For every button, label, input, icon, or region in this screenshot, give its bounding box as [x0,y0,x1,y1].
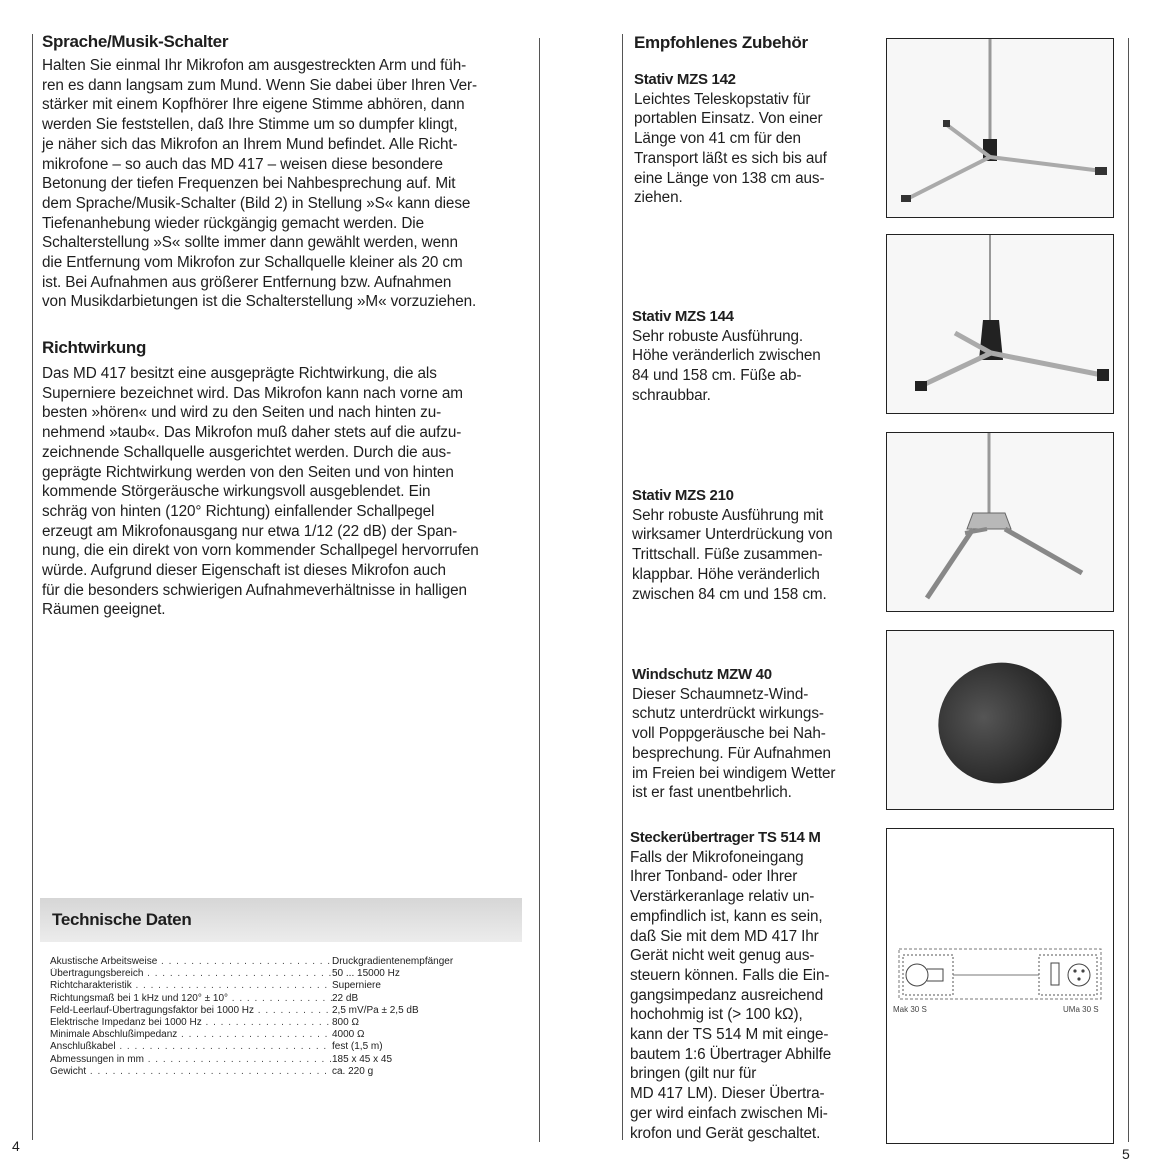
table-row [50,968,522,980]
text-line: gangsimpedanz ausreichend [630,986,824,1004]
diagram-label-left: Mak 30 S [893,1005,927,1014]
text-line: würde. Aufgrund dieser Eigenschaft ist dieses Mikrofon auch [42,562,446,580]
text-line: ist er fast unentbehrlich. [632,784,792,802]
section-heading: Empfohlenes Zubehör [634,33,808,52]
text-line: schutz unterdrückt wirkungs- [632,705,824,723]
text-line: Leichtes Teleskopstativ für [634,90,811,108]
text-line: mikrofone – so auch das MD 417 – weisen diese besondere [42,155,443,173]
spec-value: Superniere [332,980,381,992]
text-line: kann der TS 514 M mit einge- [630,1026,829,1044]
section-heading: Sprache/Musik-Schalter [42,32,229,51]
spec-value: 185 x 45 x 45 [332,1053,393,1065]
section-body [42,56,532,312]
table-row [50,1054,522,1066]
section-body [42,364,532,620]
right-margin-rule [1128,38,1129,1142]
diagram-label-right: UMa 30 S [1063,1005,1099,1014]
spec-label: Abmessungen in mm . . . [50,1054,332,1066]
accessory-mzs-142 [634,70,874,208]
technical-data-title: Technische Daten [52,910,192,929]
table-row [50,1066,522,1078]
page-number-left: 4 [12,1138,20,1154]
right-page-left-rule [622,34,623,1140]
section-heading: Richtwirkung [42,338,147,357]
text-line: nung, die ein direkt von vorn kommender Schallpegel hervorrufen [42,542,479,560]
spec-label: Anschlußkabel . . . [50,1041,332,1053]
text-line: Halten Sie einmal Ihr Mikrofon am ausgestreckten Arm und füh- [42,57,467,74]
accessory-text [634,90,874,208]
spec-label: Minimale Abschlußimpedanz . . . [50,1029,332,1041]
text-line: eine Länge von 138 cm aus- [634,169,825,187]
text-line: Transport läßt es sich bis auf [634,149,827,167]
text-line: empfindlich ist, kann es sein, [630,907,823,925]
text-line: geprägte Richtwirkung werden von den Seiten und von hinten [42,463,454,481]
technical-data-table [40,956,522,1078]
accessory-mzs-144 [632,307,872,406]
text-line: Sehr robuste Ausführung. [632,327,804,345]
spec-label: Elektrische Impedanz bei 1000 Hz . . . [50,1017,332,1029]
spec-value: 50 ... 15000 Hz [332,968,400,980]
accessory-title: Stativ MZS 144 [632,308,734,325]
left-margin-rule [32,34,33,1140]
spec-value: 2,5 mV/Pa ± 2,5 dB [332,1004,419,1016]
text-line: Gerät nicht weit genug aus- [630,947,815,965]
spec-value: fest (1,5 m) [332,1041,383,1053]
spec-value: ca. 220 g [332,1065,374,1077]
text-line: kommende Störgeräusche wirkungsvoll ausgeblendet. Ein [42,483,431,501]
accessory-mzs-210 [632,486,872,604]
accessory-text [630,848,875,1144]
text-line: portablen Einsatz. Von einer [634,110,823,128]
accessory-title: Stativ MZS 210 [632,487,734,504]
text-line: Räumen geeignet. [42,601,166,619]
diagram-ts-514-m-wiring [886,828,1114,1144]
text-line: zeichnende Schallquelle ausgerichtet werden. Durch die aus- [42,443,452,461]
spec-label: Richtungsmaß bei 1 kHz und 120° ± 10° . . . [50,993,332,1005]
text-line: von Musikdarbietungen ist die Schalterstellung »M« vorzuziehen. [42,293,477,311]
table-row [50,1029,522,1041]
spec-label: Feld-Leerlauf-Übertragungsfaktor bei 1000 Hz . . . [50,1005,332,1017]
text-line: besprechung. Für Aufnahmen [632,744,831,762]
section-sprache-musik [42,32,532,312]
technical-data [40,898,522,1078]
accessory-title: Stativ MZS 142 [634,71,736,88]
accessory-text [632,506,872,605]
photo-stand-mzs-144 [886,234,1114,414]
text-line: voll Poppgeräusche bei Nah- [632,725,826,743]
text-line: Betonung der tiefen Frequenzen bei Nahbesprechung auf. Mit [42,175,456,193]
accessory-title: Steckerübertrager TS 514 M [630,829,821,846]
text-line: Dieser Schaumnetz-Wind- [632,685,809,703]
table-row [50,956,522,968]
text-line: werden Sie feststellen, daß Ihre Stimme um so dumpfer klingt, [42,116,458,134]
photo-stand-mzs-142 [886,38,1114,218]
text-line: krofon und Gerät geschaltet. [630,1124,821,1142]
text-line: besten »hören« und wird zu den Seiten und nach hinten zu- [42,404,442,422]
table-row [50,1041,522,1053]
spec-value: 800 Ω [332,1017,359,1029]
table-row [50,1005,522,1017]
text-line: für die besonders schwierigen Aufnahmeverhältnisse in halligen [42,581,467,599]
accessories-heading [634,33,808,53]
text-line: ist. Bei Aufnahmen aus größerer Entfernung bzw. Aufnahmen [42,273,452,291]
text-line: schraubbar. [632,386,711,404]
spec-value: 22 dB [332,992,359,1004]
page-number-right: 5 [1122,1146,1130,1162]
spec-value: Druckgradientenempfänger [332,956,454,967]
section-richtwirkung [42,338,532,620]
text-line: 84 und 158 cm. Füße ab- [632,367,802,385]
text-line: wirksamer Unterdrückung von [632,526,833,544]
text-line: ren es dann langsam zum Mund. Wenn Sie dabei über Ihren Ver- [42,76,478,94]
text-line: zwischen 84 cm und 158 cm. [632,585,827,603]
text-line: je näher sich das Mikrofon an Ihrem Mund befindet. Alle Richt- [42,135,458,153]
accessory-ts-514-m [630,828,875,1143]
text-line: steuern können. Falls die Ein- [630,966,830,984]
text-line: im Freien bei windigem Wetter [632,764,836,782]
spec-label: Richtcharakteristik . . . [50,980,332,992]
accessory-text [632,685,872,803]
table-row [50,993,522,1005]
text-line: Verstärkeranlage relativ un- [630,888,815,906]
text-line: Trittschall. Füße zusammen- [632,546,823,564]
left-page-right-rule [539,38,540,1142]
text-line: Länge von 41 cm für den [634,130,801,148]
text-line: Superniere bezeichnet wird. Das Mikrofon kann nach vorne am [42,384,463,402]
text-line: Falls der Mikrofoneingang [630,848,804,866]
photo-stand-mzs-210 [886,432,1114,612]
text-line: dem Sprache/Musik-Schalter (Bild 2) in Stellung »S« kann diese [42,194,471,212]
table-row [50,1017,522,1029]
text-line: Sehr robuste Ausführung mit [632,506,824,524]
text-line: ger wird einfach zwischen Mi- [630,1104,828,1122]
table-row [50,980,522,992]
accessory-text [632,327,872,406]
accessory-title: Windschutz MZW 40 [632,666,772,683]
text-line: MD 417 LM). Dieser Übertra- [630,1085,825,1103]
text-line: bautem 1:6 Übertrager Abhilfe [630,1045,832,1063]
text-line: Schalterstellung »S« sollte immer dann gewählt werden, wenn [42,234,458,252]
text-line: Ihrer Tonband- oder Ihrer [630,868,798,886]
text-line: stärker mit einem Kopfhörer Ihre eigene Stimme abhören, dann [42,96,465,114]
text-line: bringen (gilt nur für [630,1065,757,1083]
text-line: klappbar. Höhe veränderlich [632,565,820,583]
accessory-mzw-40 [632,665,872,803]
text-line: daß Sie mit dem MD 417 Ihr [630,927,819,945]
photo-windscreen-mzw-40 [886,630,1114,810]
text-line: nehmend »taub«. Das Mikrofon muß daher stets auf die aufzu- [42,424,462,442]
spec-label: Akustische Arbeitsweise . . . [50,956,332,968]
text-line: erzeugt am Mikrofonausgang nur etwa 1/12 (22 dB) der Span- [42,522,458,540]
spec-label: Übertragungsbereich . . . [50,968,332,980]
technical-data-header [40,898,522,942]
text-line: Höhe veränderlich zwischen [632,347,821,365]
spec-label: Gewicht . . . [50,1066,332,1078]
text-line: Tiefenanhebung wieder rückgängig gemacht werden. Die [42,214,424,232]
text-line: ziehen. [634,189,683,207]
text-line: Das MD 417 besitzt eine ausgeprägte Richtwirkung, die als [42,365,437,382]
text-line: die Entfernung vom Mikrofon zur Schallquelle kleiner als 20 cm [42,254,463,272]
spec-value: 4000 Ω [332,1029,365,1041]
text-line: hochohmig ist (> 100 kΩ), [630,1006,803,1024]
text-line: schräg von hinten (120° Richtung) einfallender Schallpegel [42,502,435,520]
